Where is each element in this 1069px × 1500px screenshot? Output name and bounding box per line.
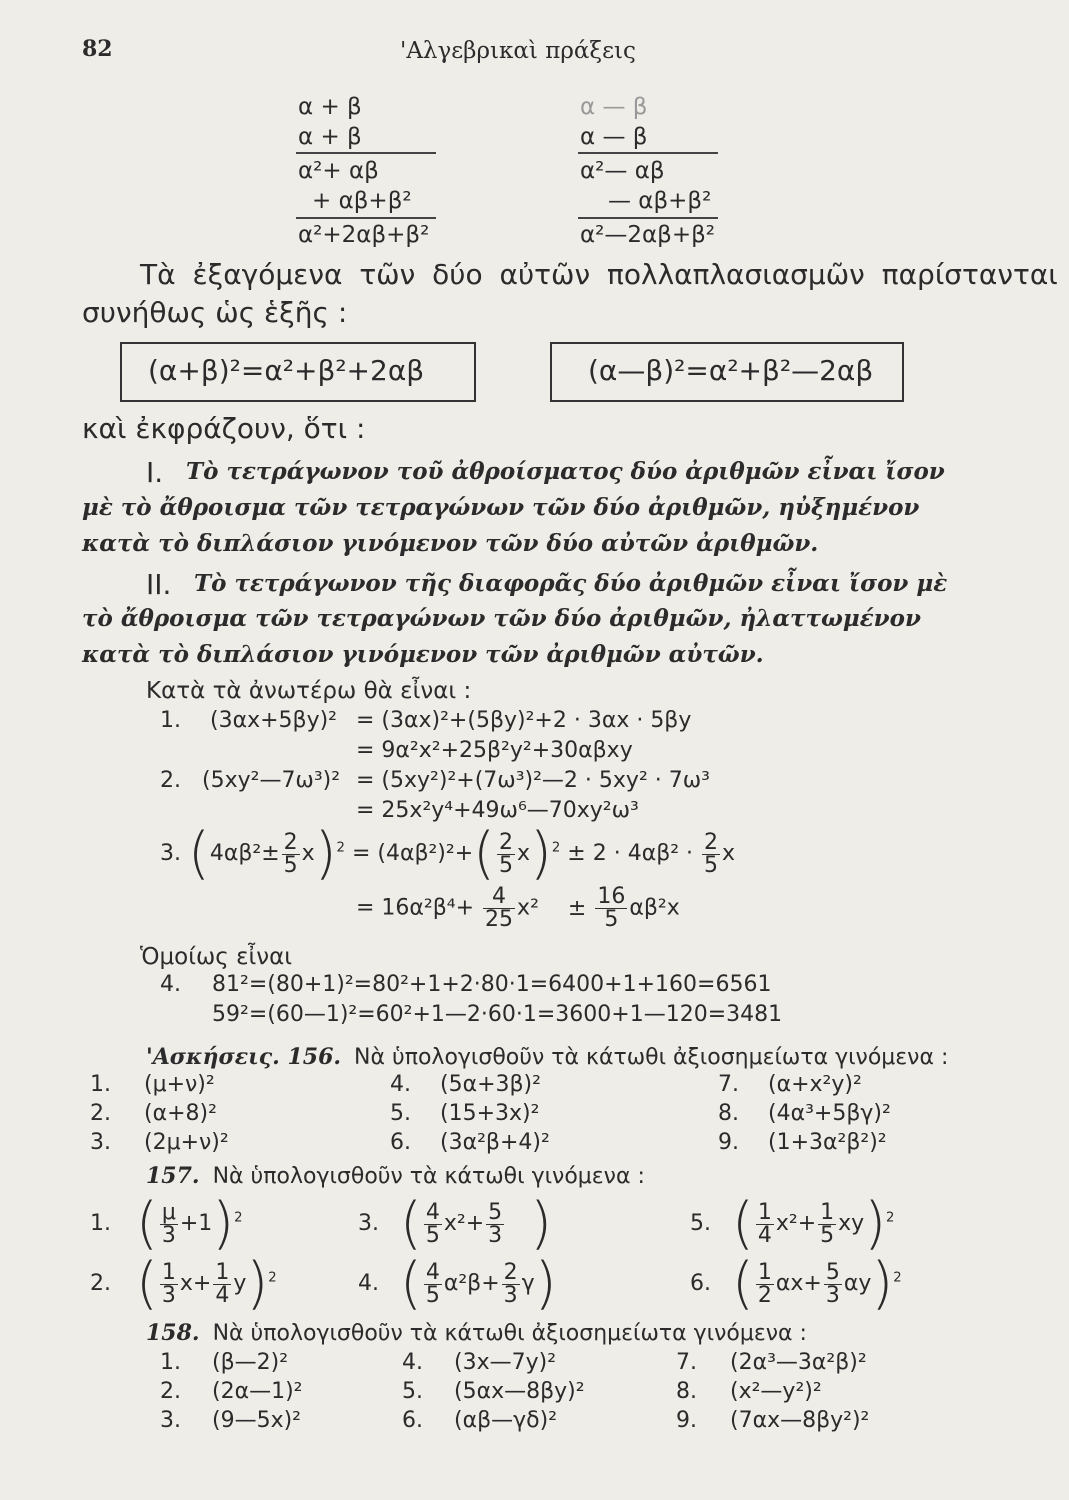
exercise-num: 5.	[690, 1211, 711, 1236]
exercise-157-item-3: 3. ( $\frac{4}{5}$ x²+ $\frac{5}{3}$ )	[358, 1191, 552, 1256]
fraction: $\frac{4}{25}$	[485, 884, 514, 932]
fraction: $\frac{\mu}{3}$	[161, 1199, 176, 1248]
mult-right-line: — αβ+β²	[608, 188, 712, 214]
exercise-num: 5.	[390, 1101, 411, 1126]
example-number: 1.	[160, 708, 181, 733]
fraction: $\frac{1}{2}$	[757, 1259, 772, 1308]
exercise-num: 3.	[358, 1211, 379, 1236]
mult-right-line: α²—2αβ+β²	[580, 222, 716, 248]
term: = (4αβ²)²+	[351, 841, 474, 866]
mult-left-line: α + β	[298, 94, 362, 120]
fraction: $\frac{4}{5}$	[425, 1259, 440, 1308]
rule1-line: μὲ τὸ ἄθροισμα τῶν τετραγώνων τῶν δύο ἀριθμῶν, ηὐξημένον	[82, 494, 920, 521]
example-lhs: (3αx+5βy)²	[210, 708, 337, 733]
formula-plus: (α+β)²=α²+β²+2αβ	[148, 354, 425, 387]
express-line: καὶ ἐκφράζουν, ὅτι :	[82, 412, 366, 445]
fraction: $\frac{16}{5}$	[597, 884, 626, 932]
exercise-157-item-1: 1. ( $\frac{\mu}{3}$ +1)$^2$	[90, 1191, 243, 1256]
rule-line	[578, 152, 718, 154]
example-rhs: = 9α²x²+25β²y²+30αβxy	[356, 738, 633, 763]
rule1-line: κατὰ τὸ διπλάσιον γινόμενον τῶν δύο αὐτῶν ἀριθμῶν.	[82, 530, 819, 557]
rule1-line: Τὸ τετράγωνον τοῦ ἀθροίσματος δύο ἀριθμῶν εἶναι ἴσον	[186, 458, 945, 485]
rule2-number: II.	[146, 568, 172, 601]
mult-left-line: α²+ αβ	[298, 158, 379, 184]
example-number: 2.	[160, 768, 181, 793]
example-4-line: 81²=(80+1)²=80²+1+2·80·1=6400+1+160=6561	[212, 972, 772, 997]
exercise-item: (3α²β+4)²	[440, 1130, 550, 1155]
rule-line	[578, 217, 718, 219]
exercise-item: (2μ+ν)²	[144, 1130, 229, 1155]
fraction: $\frac{1}{4}$	[215, 1259, 230, 1308]
exercise-label: 157.	[146, 1163, 200, 1189]
exercise-item: (2α—1)²	[212, 1379, 303, 1404]
mult-right-line: α — β	[580, 94, 648, 120]
similarly-line: Ὁμοίως εἶναι	[140, 944, 293, 970]
exercise-num: 3.	[90, 1130, 111, 1155]
formula-minus: (α—β)²=α²+β²—2αβ	[588, 354, 874, 387]
exercise-157-item-5: 5. ( $\frac{1}{4}$ x²+ $\frac{1}{5}$ xy)$^2$	[690, 1191, 895, 1256]
fraction: $\frac{4}{5}$	[425, 1199, 440, 1248]
exercise-num: 8.	[676, 1379, 697, 1404]
exercise-num: 9.	[718, 1130, 739, 1155]
exercise-item: (7αx—8βy²)²	[730, 1408, 870, 1433]
term: 4αβ²±	[209, 841, 280, 866]
fraction: $\frac{5}{3}$	[488, 1199, 503, 1248]
fraction: $\frac{5}{3}$	[825, 1259, 840, 1308]
exercise-158-heading: 158. Νὰ ὑπολογισθοῦν τὰ κάτωθι ἀξιοσημείωτα γινόμενα :	[146, 1320, 807, 1346]
formula-box-plus	[120, 342, 476, 402]
rule2-line: τὸ ἄθροισμα τῶν τετραγώνων τῶν δύο ἀριθμῶν, ἠλαττωμένον	[82, 605, 921, 632]
exercise-num: 4.	[358, 1271, 379, 1296]
exercise-label: 158.	[146, 1320, 200, 1346]
fraction: $\frac{1}{3}$	[161, 1259, 176, 1308]
mult-right-line: α — β	[580, 124, 648, 150]
exercise-num: 6.	[402, 1408, 423, 1433]
exercise-num: 3.	[160, 1408, 181, 1433]
exercise-num: 1.	[90, 1072, 111, 1097]
example-4-line: 59²=(60—1)²=60²+1—2·60·1=3600+1—120=3481	[212, 1002, 783, 1027]
exercise-item: (αβ—γδ)²	[454, 1408, 558, 1433]
term: ± 2 · 4αβ² ·	[567, 841, 694, 866]
exercise-item: (2α³—3α²β)²	[730, 1350, 867, 1375]
exercise-num: 5.	[402, 1379, 423, 1404]
exercise-item: (α+x²y)²	[768, 1072, 862, 1097]
exercise-num: 7.	[718, 1072, 739, 1097]
page-number: 82	[82, 36, 113, 62]
exercise-num: 1.	[160, 1350, 181, 1375]
example-3: 3. (4αβ²± $\frac{2}{5}$ x)$^2$ = (4αβ²)²+( $\frac{2}{5}$ x)$^2$ ± 2 · 4αβ² · $\frac{2}{5}$ x	[160, 821, 736, 886]
fraction: $\frac{1}{5}$	[820, 1199, 835, 1248]
term: x	[301, 841, 315, 866]
exercise-item: (5αx—8βy)²	[454, 1379, 585, 1404]
mult-left-line: + αβ+β²	[312, 188, 412, 214]
rule2-line: Τὸ τετράγωνον τῆς διαφορᾶς δύο ἀριθμῶν εἶναι ἴσον μὲ	[194, 570, 948, 597]
exercise-num: 4.	[402, 1350, 423, 1375]
example-lhs: (5xy²—7ω³)²	[202, 768, 341, 793]
example-number: 4.	[160, 972, 181, 997]
exercise-157-item-4: 4. ( $\frac{4}{5}$ α²β+ $\frac{2}{3}$ γ)	[358, 1251, 557, 1316]
exercise-num: 7.	[676, 1350, 697, 1375]
example-rhs: = (3αx)²+(5βy)²+2 · 3αx · 5βy	[356, 708, 692, 733]
exercise-157-item-6: 6. ( $\frac{1}{2}$ αx+ $\frac{5}{3}$ αy)$^2$	[690, 1251, 902, 1316]
exercise-num: 6.	[690, 1271, 711, 1296]
example-3-result: = 16α²β⁴+ $\frac{4}{25}$ x² ± $\frac{16}{5}$ αβ²x	[356, 884, 680, 932]
exercise-num: 2.	[90, 1101, 111, 1126]
intro-line: συνήθως ὡς ἑξῆς :	[82, 296, 348, 329]
exercise-item: (1+3α²β²)²	[768, 1130, 887, 1155]
exercise-label: 'Ασκήσεις. 156.	[146, 1044, 342, 1070]
exercise-num: 8.	[718, 1101, 739, 1126]
formula-box-minus	[550, 342, 904, 402]
exercise-157-heading: 157. Νὰ ὑπολογισθοῦν τὰ κάτωθι γινόμενα :	[146, 1163, 645, 1189]
fraction: $\frac{1}{4}$	[757, 1199, 772, 1248]
fraction: $\frac{2}{5}$	[283, 829, 298, 878]
exercise-num: 6.	[390, 1130, 411, 1155]
exercise-item: (9—5x)²	[212, 1408, 301, 1433]
exercise-item: (x²—y²)²	[730, 1379, 822, 1404]
exercise-157-item-2: 2. ( $\frac{1}{3}$ x+ $\frac{1}{4}$ y)$^2$	[90, 1251, 277, 1316]
exercise-item: (5α+3β)²	[440, 1072, 541, 1097]
exercise-item: (α+8)²	[144, 1101, 217, 1126]
running-title: 'Αλγεβρικαὶ πράξεις	[400, 38, 636, 64]
intro-line: Τὰ ἐξαγόμενα τῶν δύο αὐτῶν πολλαπλασιασμῶν παρίστανται	[140, 258, 1058, 291]
exercise-num: 9.	[676, 1408, 697, 1433]
exercise-num: 2.	[160, 1379, 181, 1404]
accordingly-line: Κατὰ τὰ ἀνωτέρω θὰ εἶναι :	[146, 678, 472, 704]
mult-left-line: α + β	[298, 124, 362, 150]
rule2-line: κατὰ τὸ διπλάσιον γινόμενον τῶν ἀριθμῶν αὐτῶν.	[82, 641, 764, 668]
exercise-item: (μ+ν)²	[144, 1072, 215, 1097]
exercise-item: (15+3x)²	[440, 1101, 540, 1126]
exercise-num: 4.	[390, 1072, 411, 1097]
rule1-number: I.	[146, 456, 164, 489]
exercise-num: 1.	[90, 1211, 111, 1236]
fraction: $\frac{2}{5}$	[499, 829, 514, 878]
exercise-item: (3x—7y)²	[454, 1350, 557, 1375]
mult-right-line: α²— αβ	[580, 158, 665, 184]
exercise-156-heading: 'Ασκήσεις. 156. Νὰ ὑπολογισθοῦν τὰ κάτωθι ἀξιοσημείωτα γινόμενα :	[146, 1044, 949, 1070]
example-number: 3.	[160, 841, 181, 866]
rule-line	[296, 152, 436, 154]
example-rhs: = 25x²y⁴+49ω⁶—70xy²ω³	[356, 798, 639, 823]
example-rhs: = (5xy²)²+(7ω³)²—2 · 5xy² · 7ω³	[356, 768, 710, 793]
rule-line	[296, 217, 436, 219]
fraction: $\frac{2}{3}$	[503, 1259, 518, 1308]
exercise-num: 2.	[90, 1271, 111, 1296]
mult-left-line: α²+2αβ+β²	[298, 222, 430, 248]
exercise-item: (β—2)²	[212, 1350, 289, 1375]
exercise-item: (4α³+5βγ)²	[768, 1101, 891, 1126]
fraction: $\frac{2}{5}$	[704, 829, 719, 878]
